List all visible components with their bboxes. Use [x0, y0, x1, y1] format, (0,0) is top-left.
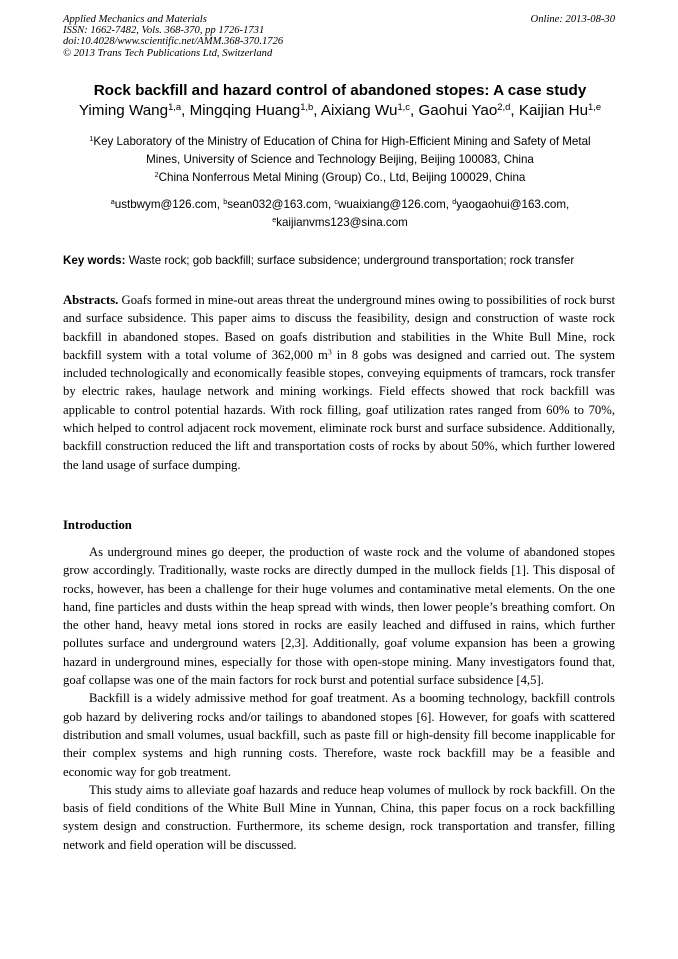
affiliation-1-cont: Mines, University of Science and Technology Beijing, Beijing 100083, China	[146, 153, 534, 166]
author-affiliation-mark: 1,b	[300, 100, 314, 112]
author-name: Kaijian Hu	[518, 102, 589, 119]
author-affiliation-mark: 1,c	[397, 100, 410, 112]
journal-header	[63, 14, 283, 59]
keywords-text: Waste rock; gob backfill; surface subsidence; underground transportation; rock transfer	[125, 254, 575, 267]
copyright-line: © 2013 Trans Tech Publications Ltd, Switzerland	[63, 47, 273, 59]
online-date: Online: 2013-08-30	[530, 14, 615, 25]
author-emails: $^a$ustbwym@126.com, $^b$sean032@163.com, $^c$wuaixiang@126.com, $^d$yaogaohui@163.com, $^e$kaijianvms123@sina.com	[110, 197, 570, 229]
abstract-label: Abstracts.	[63, 293, 119, 307]
keywords	[63, 253, 623, 269]
email-link[interactable]: yaogaohui@163.com	[456, 198, 566, 211]
author-name: Gaohui Yao	[418, 102, 498, 119]
paragraph: As underground mines go deeper, the production of waste rock and the volume of abandoned stopes grow accordingly. Traditionally, waste rocks are directly dumped in the mullock fields [1]. This disposal of rocks, however, has been a challenge for their huge volumes and contaminative metal elements. On the one hand, fine particles and dusts within the heap spread with winds, then lower people’s breathing comfort. On the other hand, heavy metal ions stored in rocks are easily leached and diffused in rains, which further pollutes surface and underground waters [2,3]. Additionally, goaf volume expansion has been a growing hazard in underground mines, especially for those with open-stope mining. Many investigators found that, goaf collapse was one of the main factors for rock burst and potential surface subsidence [4,5].	[63, 545, 615, 688]
author-affiliation-mark: 2,d	[497, 100, 511, 112]
email-link[interactable]: ustbwym@126.com	[114, 198, 217, 211]
email-link[interactable]: sean032@163.com	[227, 198, 328, 211]
introduction-body	[63, 543, 615, 854]
email-link[interactable]: kaijianvms123@sina.com	[276, 216, 408, 229]
author-name: Aixiang Wu	[320, 102, 398, 119]
paragraph: This study aims to alleviate goaf hazards and reduce heap volumes of mullock by rock backfill. On the basis of field conditions of the White Bull Mine in Yunnan, China, this paper focus on a rock backfilling system design and construction. Furthermore, its scheme design, rock transportation and transfer, filling network and field operation will be discussed.	[63, 782, 615, 852]
author-name: Yiming Wang	[78, 102, 169, 119]
abstract: Abstracts. Goafs formed in mine-out areas threat the underground mines owing to possibilities of rock burst and surface subsidence. This paper aims to discuss the feasibility, design and construction of waste rock backfill in abandoned stopes. Based on goafs distribution and stabilities in the White Bull Mine, rock backfill system with a total volume of 362,000 $m^3$ in 8 gobs was designed and carried out. The system included technologically and economically feasible stopes, conveying equipments of tramcars, rock transfer by electric rakes, haulage network and mining workings. Field effects showed that rock backfill was applicable to control potential hazards. With rock filling, goaf utilization rates ranged from 60% to 70%, which helped to control adjacent rock movement, eliminate rock burst and surface subsidence. Additionally, backfill construction reduced the lift and transportation costs of rocks by about 50%, which further lowered the land usage of surface dumping.	[63, 293, 615, 472]
author-name: Mingqing Huang	[189, 102, 301, 119]
author-affiliation-mark: 1,e	[588, 100, 602, 112]
issn-line: ISSN: 1662-7482, Vols. 368-370, pp 1726-1731	[63, 25, 265, 37]
author-list: Yiming Wang$^{1,a}$, Mingqing Huang$^{1,b}$, Aixiang Wu$^{1,c}$, Gaohui Yao$^{2,d}$, Kaijian Hu$^{1,e}$	[78, 100, 602, 119]
email-link[interactable]: wuaixiang@126.com	[337, 198, 446, 211]
affiliation-1: $^1$Key Laboratory of the Ministry of Education of China for High-Efficient Mining and Safety of Metal	[89, 134, 591, 148]
section-heading-introduction: Introduction	[63, 518, 132, 532]
author-affiliation-mark: 1,a	[168, 100, 182, 112]
paragraph: Backfill is a widely admissive method for goaf treatment. As a booming technology, backfill controls gob hazard by delivering rocks and/or tailings to abandoned stopes [6]. However, for goafs with scattered distribution and small volumes, usual backfill, such as paste fill or high-density fill become inapplicable for their complex systems and high running costs. Therefore, waste rock backfill may be a feasible and economic way for gob treatment.	[63, 691, 615, 779]
affiliation-2: $^2$China Nonferrous Metal Mining (Group) Co., Ltd, Beijing 100029, China	[154, 170, 526, 184]
journal-name: Applied Mechanics and Materials	[63, 14, 207, 25]
affiliations	[55, 133, 625, 187]
doi-line: doi:10.4028/www.scientific.net/AMM.368-370.1726	[63, 36, 284, 48]
keywords-label: Key words:	[63, 254, 126, 267]
paper-title: Rock backfill and hazard control of abandoned stopes: A case study	[93, 82, 587, 99]
